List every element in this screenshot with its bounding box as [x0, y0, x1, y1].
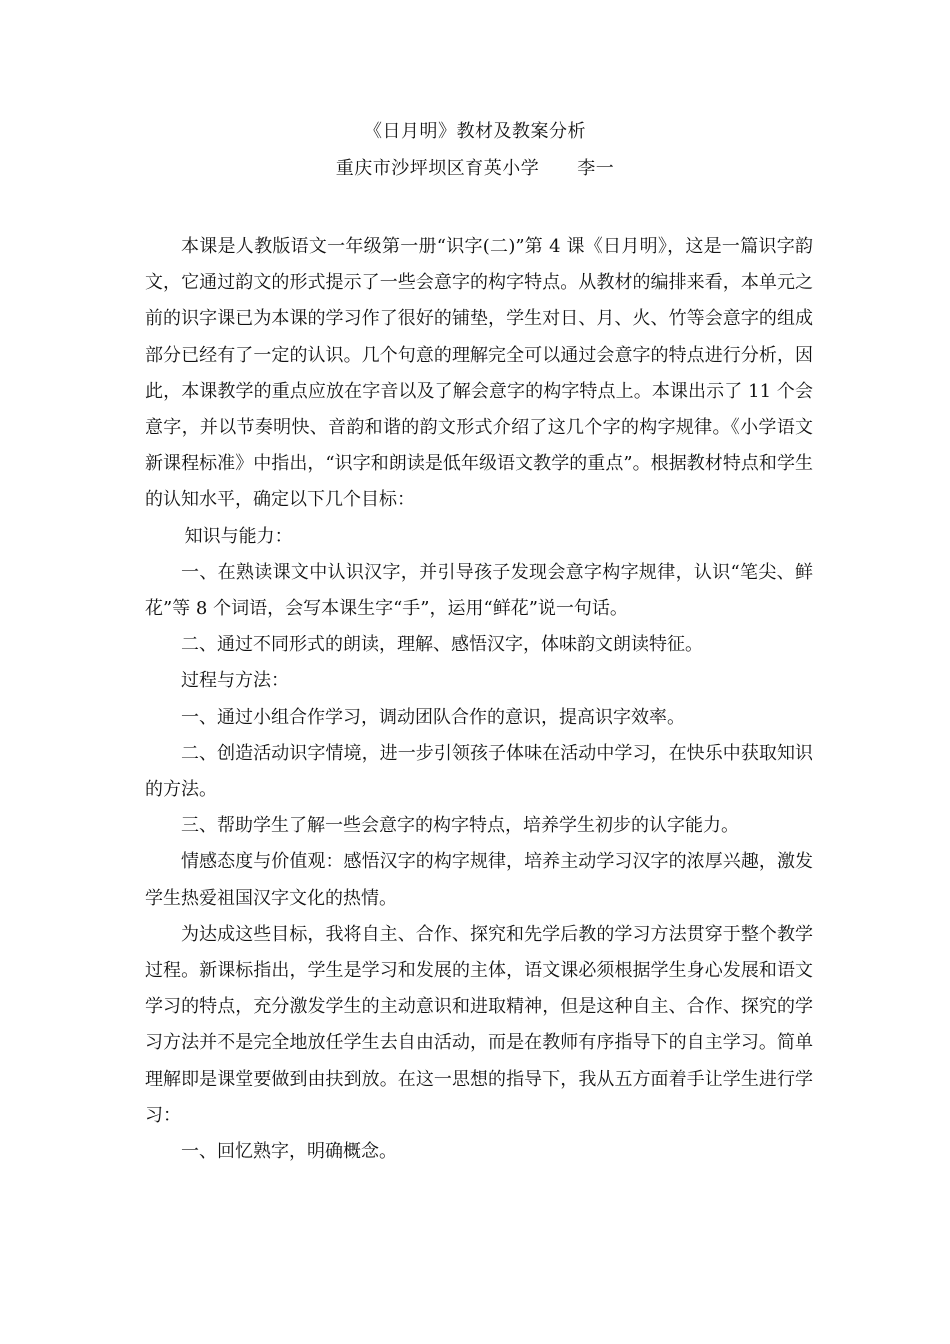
- document-body: [145, 229, 813, 1170]
- document-title: 《日月明》教材及教案分析: [364, 121, 586, 142]
- section-heading-process: 过程与方法：: [181, 670, 289, 692]
- author-name: 李一: [577, 158, 615, 179]
- paragraph-method: 为达成这些目标，我将自主、合作、探究和先学后教的学习方法贯穿于整个教学过程。新课标指出，学生是学习和发展的主体，语文课必须根据学生身心发展和语文学习的特点，充分激发学生的主动意识和进取精神，但是这种自主、合作、探究的学习方法并不是完全地放任学生去自由活动，而是在教师有序指导下的自主学习。简单理解即是课堂要做到由扶到放。在这一思想的指导下，我从五方面着手让学生进行学习：: [145, 923, 813, 1126]
- paragraph-goal-1: 一、在熟读课文中认识汉字，并引导孩子发现会意字构字规律，认识“笔尖、鲜花”等 8 个词语，会写本课生字“手”，运用“鲜花”说一句话。: [145, 561, 813, 620]
- paragraph-process-2: 二、创造活动识字情境，进一步引领孩子体味在活动中学习，在快乐中获取知识的方法。: [145, 742, 813, 801]
- paragraph-process-1: 一、通过小组合作学习，调动团队合作的意识，提高识字效率。: [181, 706, 685, 728]
- paragraph-intro: 本课是人教版语文一年级第一册“识字(二)”第 4 课《日月明》，这是一篇识字韵文，它通过韵文的形式提示了一些会意字的构字特点。从教材的编排来看，本单元之前的识字课已为本课的学习作了很好的铺垫，学生对日、月、火、竹等会意字的组成部分已经有了一定的认识。几个句意的理解完全可以通过会意字的特点进行分析，因此，本课教学的重点应放在字音以及了解会意字的构字特点上。本课出示了 11 个会意字，并以节奏明快、音韵和谐的韵文形式介绍了这几个字的构字规律。《小学语文新课程标准》中指出，“识字和朗读是低年级语文教学的重点”。根据教材特点和学生的认知水平，确定以下几个目标：: [145, 236, 813, 511]
- section-heading-knowledge: 知识与能力：: [184, 525, 293, 547]
- document-byline: [0, 157, 950, 181]
- paragraph-goal-2: 二、通过不同形式的朗读，理解、感悟汉字，体味韵文朗读特征。: [181, 634, 703, 656]
- paragraph-attitude: 情感态度与价值观：感悟汉字的构字规律，培养主动学习汉字的浓厚兴趣，激发学生热爱祖国汉字文化的热情。: [145, 851, 813, 909]
- paragraph-step-1: 一、回忆熟字，明确概念。: [181, 1141, 397, 1163]
- paragraph-process-3: 三、帮助学生了解一些会意字的构字特点，培养学生初步的认字能力。: [181, 815, 739, 837]
- school-name: 重庆市沙坪坝区育英小学: [335, 158, 540, 179]
